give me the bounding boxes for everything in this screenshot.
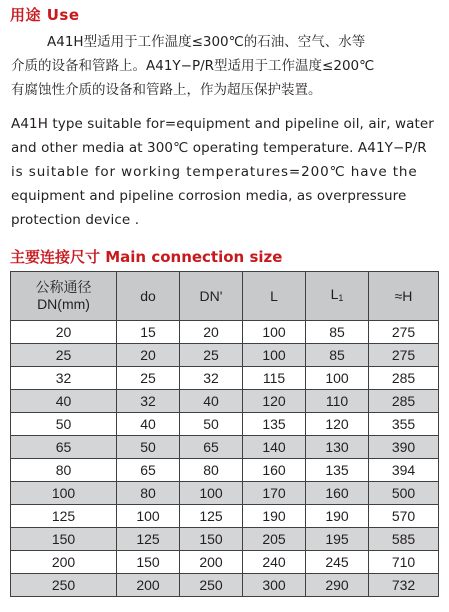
header-l1-main: L — [330, 285, 339, 302]
usage-en-line: is suitable for working temperatures=200℃ have the — [11, 164, 418, 180]
table-cell: 32 — [11, 367, 117, 390]
table-cell: 285 — [369, 390, 439, 413]
table-cell: 150 — [180, 528, 243, 551]
table-cell: 160 — [243, 459, 306, 482]
table-cell: 300 — [243, 574, 306, 597]
table-cell: 20 — [11, 321, 117, 344]
usage-cn-line: 介质的设备和管路上。A41Y−P/R型适用于工作温度≤200℃ — [11, 58, 375, 74]
table-cell: 240 — [243, 551, 306, 574]
table-cell: 110 — [306, 390, 369, 413]
table-cell: 170 — [243, 482, 306, 505]
table-cell: 275 — [369, 321, 439, 344]
table-cell: 732 — [369, 574, 439, 597]
table-body — [11, 321, 439, 597]
table-cell: 394 — [369, 459, 439, 482]
table-cell: 190 — [306, 505, 369, 528]
table-row — [11, 390, 439, 413]
table-cell: 195 — [306, 528, 369, 551]
table-cell: 120 — [306, 413, 369, 436]
table-cell: 80 — [11, 459, 117, 482]
table-row — [11, 574, 439, 597]
table-cell: 205 — [243, 528, 306, 551]
table-cell: 390 — [369, 436, 439, 459]
table-cell: 125 — [180, 505, 243, 528]
table-cell: 50 — [180, 413, 243, 436]
table-cell: 120 — [243, 390, 306, 413]
connection-size-table — [10, 271, 439, 597]
usage-description-en — [11, 112, 439, 232]
connection-size-heading: 主要连接尺寸 Main connection size — [10, 248, 283, 266]
table-cell: 130 — [306, 436, 369, 459]
table-cell: 100 — [180, 482, 243, 505]
table-cell: 85 — [306, 344, 369, 367]
usage-en-line: and other media at 300℃ operating temperature. A41Y−P/R — [11, 140, 427, 156]
table-cell: 100 — [117, 505, 180, 528]
table-cell: 150 — [117, 551, 180, 574]
table-cell: 40 — [117, 413, 180, 436]
table-row — [11, 344, 439, 367]
table-cell: 275 — [369, 344, 439, 367]
table-cell: 135 — [243, 413, 306, 436]
table-row — [11, 528, 439, 551]
table-cell: 250 — [11, 574, 117, 597]
table-cell: 40 — [11, 390, 117, 413]
table-cell: 80 — [117, 482, 180, 505]
table-cell: 25 — [11, 344, 117, 367]
table-cell: 115 — [243, 367, 306, 390]
usage-heading: 用途 Use — [10, 6, 80, 24]
usage-en-line: equipment and pipeline corrosion media, as overpressure — [11, 188, 407, 204]
table-cell: 355 — [369, 413, 439, 436]
table-cell: 290 — [306, 574, 369, 597]
table-cell: 500 — [369, 482, 439, 505]
table-cell: 50 — [117, 436, 180, 459]
table-cell: 32 — [180, 367, 243, 390]
table-cell: 100 — [243, 344, 306, 367]
usage-en-line: protection device . — [11, 212, 140, 228]
usage-en-line: A41H type suitable for=equipment and pipeline oil, air, water — [11, 116, 434, 132]
header-l: L — [243, 272, 306, 321]
header-dn — [11, 272, 117, 321]
table-cell: 190 — [243, 505, 306, 528]
table-cell: 20 — [180, 321, 243, 344]
table-cell: 125 — [117, 528, 180, 551]
table-cell: 245 — [306, 551, 369, 574]
table-cell: 285 — [369, 367, 439, 390]
table-cell: 80 — [180, 459, 243, 482]
table-cell: 150 — [11, 528, 117, 551]
table-cell: 65 — [180, 436, 243, 459]
table-header-row — [11, 272, 439, 321]
table-row — [11, 413, 439, 436]
table-cell: 25 — [117, 367, 180, 390]
table-cell: 200 — [11, 551, 117, 574]
header-dn-prime: DN' — [180, 272, 243, 321]
usage-cn-line: 有腐蚀性介质的设备和管路上，作为超压保护装置。 — [11, 82, 322, 98]
table-cell: 65 — [11, 436, 117, 459]
table-cell: 100 — [11, 482, 117, 505]
table-cell: 200 — [117, 574, 180, 597]
table-row — [11, 459, 439, 482]
table-cell: 85 — [306, 321, 369, 344]
table-row — [11, 436, 439, 459]
table-cell: 32 — [117, 390, 180, 413]
table-cell: 200 — [180, 551, 243, 574]
table-row — [11, 505, 439, 528]
table-row — [11, 551, 439, 574]
header-l1-subscript: 1 — [338, 292, 344, 303]
table-cell: 710 — [369, 551, 439, 574]
table-cell: 160 — [306, 482, 369, 505]
table-cell: 65 — [117, 459, 180, 482]
header-dn-en: DN(mm) — [37, 296, 90, 312]
header-do: do — [117, 272, 180, 321]
table-cell: 50 — [11, 413, 117, 436]
table-cell: 40 — [180, 390, 243, 413]
table-cell: 570 — [369, 505, 439, 528]
usage-cn-line: A41H型适用于工作温度≤300℃的石油、空气、水等 — [47, 34, 366, 50]
table-row — [11, 321, 439, 344]
table-row — [11, 482, 439, 505]
usage-description-cn — [11, 30, 439, 102]
table-cell: 15 — [117, 321, 180, 344]
table-cell: 585 — [369, 528, 439, 551]
header-dn-cn: 公称通径 — [35, 279, 92, 295]
header-l1 — [306, 272, 369, 321]
table-cell: 250 — [180, 574, 243, 597]
table-cell: 100 — [243, 321, 306, 344]
table-cell: 25 — [180, 344, 243, 367]
table-cell: 140 — [243, 436, 306, 459]
table-cell: 125 — [11, 505, 117, 528]
table-cell: 20 — [117, 344, 180, 367]
table-cell: 135 — [306, 459, 369, 482]
header-h: ≈H — [369, 272, 439, 321]
table-row — [11, 367, 439, 390]
table-cell: 100 — [306, 367, 369, 390]
